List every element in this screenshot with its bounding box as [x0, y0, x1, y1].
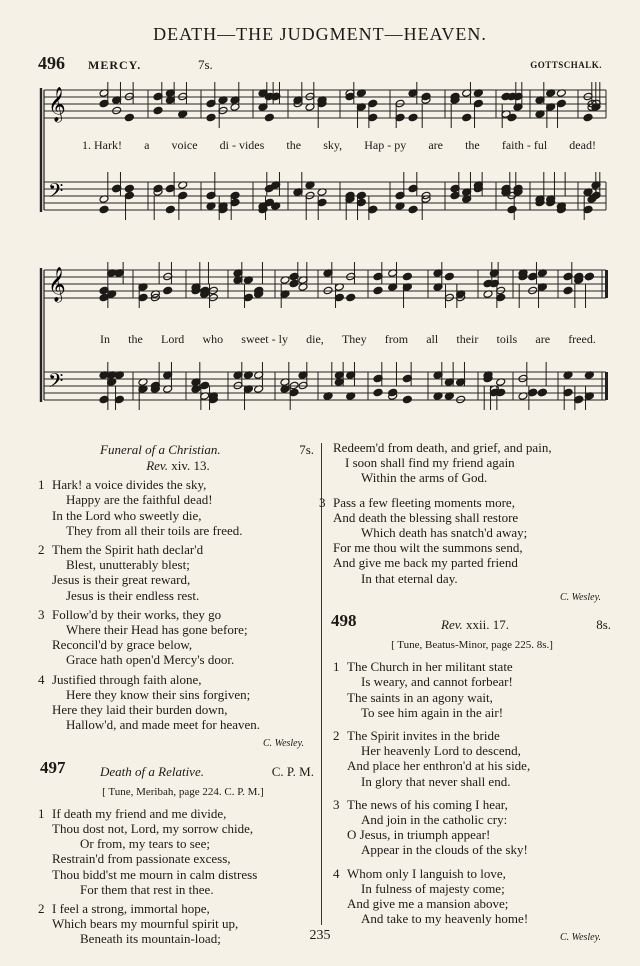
- hymn-meter: 7s.: [299, 442, 314, 457]
- note-head: [402, 395, 412, 404]
- stanza-4: [333, 866, 611, 927]
- scripture-reference: [441, 617, 509, 632]
- note-head: [537, 388, 547, 397]
- verse-line: Which death has snatch'd away;: [361, 525, 528, 541]
- verse-line: Blest, unutterably blest;: [66, 557, 190, 573]
- left-column: [38, 440, 314, 951]
- verse-line: Is weary, and cannot forbear!: [361, 674, 513, 690]
- stanza-number: 4: [38, 671, 45, 687]
- stanza-number: 3: [319, 494, 326, 510]
- verse-line: [319, 494, 611, 510]
- note-head: [112, 106, 122, 115]
- column-divider: [321, 443, 322, 925]
- verse-line: In that eternal day.: [361, 570, 458, 586]
- verse-text: Them the Spirit hath declar'd: [52, 542, 204, 558]
- verse-line: Grace hath open'd Mercy's door.: [66, 652, 235, 668]
- verse-line: Jesus is their endless rest.: [66, 587, 200, 603]
- stanza-1: [38, 477, 314, 538]
- stanza-number: 3: [333, 796, 340, 812]
- lyric-syllable: di - vides: [219, 138, 265, 152]
- verse-text: If death my friend and me divide,: [52, 805, 227, 821]
- verse-text: The news of his coming I hear,: [347, 796, 508, 812]
- verse-line: Here they know their sins forgiven;: [66, 686, 251, 702]
- lyric-syllable: the: [465, 138, 480, 152]
- lyric-syllable: a: [144, 138, 150, 152]
- verse-line: Redeem'd from death, and grief, and pain,: [333, 440, 552, 455]
- verse-line: And death the blessing shall restore: [333, 509, 519, 525]
- lyric-line-2: [38, 332, 610, 347]
- composer: GOTTSCHALK.: [530, 60, 602, 70]
- verse-line: And join in the catholic cry:: [361, 812, 508, 828]
- note-head: [462, 113, 472, 122]
- verse-line: In the Lord who sweetly die,: [52, 507, 202, 523]
- note-head: [124, 184, 134, 193]
- verse-line: And take to my heavenly home!: [361, 911, 529, 927]
- music-system-2: [38, 262, 610, 412]
- author-attribution: C. Wesley.: [262, 738, 304, 750]
- verse-text: I feel a strong, immortal hope,: [52, 901, 210, 917]
- note-head: [507, 113, 517, 122]
- verse-line: In fulness of majesty come;: [361, 880, 505, 896]
- verse-line: For me thou wilt the summons send,: [333, 540, 523, 556]
- verse-line: Or from, my tears to see;: [80, 836, 210, 852]
- lyric-syllable: toils: [496, 332, 518, 346]
- lyric-syllable: Lord: [160, 332, 185, 346]
- verse-line: [333, 796, 611, 812]
- stanza-2: [333, 728, 611, 789]
- lyric-syllable: faith - ful: [501, 138, 548, 152]
- note-head: [408, 205, 418, 214]
- verse-line: [333, 728, 611, 744]
- verse-line: And give me back my parted friend: [333, 555, 518, 571]
- note-head: [165, 205, 175, 214]
- verse-line: [333, 659, 611, 675]
- lyric-syllable: are: [428, 138, 443, 152]
- scripture-reference: [42, 458, 314, 473]
- note-head: [583, 113, 593, 122]
- lyric-syllable: sweet - ly: [241, 332, 288, 346]
- verse-line: [38, 805, 314, 821]
- stanza-number: 1: [333, 659, 340, 675]
- verse-line: Thou bidd'st me mourn in calm distress: [52, 866, 258, 882]
- lyric-syllable: the: [128, 332, 143, 346]
- lyric-syllable: sky,: [323, 138, 343, 152]
- hymn-497-heading: [40, 757, 314, 782]
- note-head: [99, 205, 109, 214]
- lyric-syllable: 1. Hark!: [82, 138, 122, 152]
- verse-line: Jesus is their great reward,: [52, 572, 191, 588]
- lyric-syllable: who: [202, 332, 224, 346]
- verse-line: [38, 606, 314, 622]
- hymn-number: 496: [38, 53, 65, 73]
- verse-line: Here they laid their burden down,: [52, 702, 228, 718]
- hymn-meter: 8s.: [596, 617, 611, 633]
- hymn-number: 498: [331, 611, 357, 631]
- stanza-1: [38, 805, 314, 897]
- verse-text: Justified through faith alone,: [52, 671, 202, 687]
- verse-line: Which bears my mournful spirit up,: [52, 916, 239, 932]
- note-head: [124, 113, 134, 122]
- note-head: [323, 286, 333, 295]
- final-bar: [605, 270, 608, 298]
- bass-clef-icon: 𝄢: [48, 179, 64, 207]
- lyric-syllable: They: [341, 332, 367, 346]
- lyric-syllable: freed.: [568, 332, 596, 346]
- lyric-syllable: die,: [306, 332, 324, 346]
- lyric-syllable: all: [426, 332, 439, 346]
- ref-chapter-verse: xiv. 13.: [168, 458, 210, 473]
- stanza-3: [319, 494, 611, 586]
- note-head: [563, 286, 573, 295]
- note-head: [206, 113, 216, 122]
- author-attribution: C. Wesley.: [559, 591, 601, 603]
- bass-clef-icon: 𝄢: [48, 369, 64, 397]
- verse-line: [38, 477, 314, 493]
- verse-line: And place her enthron'd at his side,: [347, 758, 531, 774]
- note-head: [388, 388, 398, 397]
- verse-line: [38, 542, 314, 558]
- stanza-number: 2: [333, 728, 340, 744]
- verse-line: [38, 671, 314, 687]
- stanza-number: 4: [333, 865, 340, 881]
- verse-line: Within the arms of God.: [361, 470, 488, 486]
- note-head: [402, 272, 412, 281]
- stanza-1: [333, 659, 611, 720]
- lyric-syllable: their: [456, 332, 479, 346]
- treble-clef-icon: 𝄞: [48, 87, 66, 122]
- stanza-2-continued: [333, 440, 611, 486]
- verse-line: [333, 865, 611, 881]
- page-header: DEATH—THE JUDGMENT—HEAVEN.: [153, 24, 487, 44]
- lyric-syllable: Hap - py: [364, 138, 407, 152]
- verse-text: Pass a few fleeting moments more,: [333, 494, 515, 510]
- treble-clef-icon: 𝄞: [48, 267, 66, 302]
- verse-line: Where their Head has gone before;: [66, 622, 248, 638]
- verse-line: To see him again in the air!: [361, 704, 504, 720]
- note-head: [346, 293, 356, 302]
- tune-reference: [ Tune, Beatus-Minor, page 225. 8s.]: [391, 639, 553, 652]
- verse-line: They from all their toils are freed.: [66, 522, 243, 538]
- hymn-number: 497: [40, 757, 66, 777]
- lyric-syllable: from: [384, 332, 409, 346]
- verse-text: The Church in her militant state: [347, 659, 513, 675]
- stanza-number: 1: [38, 805, 45, 821]
- stanza-2: [38, 542, 314, 603]
- verse-text: Hark! a voice divides the sky,: [52, 477, 207, 493]
- hymn-title: Funeral of a Christian.: [100, 442, 221, 457]
- verse-text: The Spirit invites in the bride: [347, 728, 500, 744]
- stanza-number: 2: [38, 542, 45, 558]
- music-system-1: [38, 82, 610, 220]
- verse-line: Reconcil'd by grace below,: [52, 637, 193, 653]
- hymn-496-heading: [38, 55, 602, 75]
- ref-book: Rev.: [146, 458, 168, 473]
- stanza-3: [333, 797, 611, 858]
- note-head: [456, 395, 466, 404]
- note-head: [373, 388, 383, 397]
- note-head: [153, 106, 163, 115]
- hymn-496-text-heading: [52, 440, 314, 458]
- ref-chapter-verse: xxii. 17.: [462, 617, 510, 633]
- stanza-number: 1: [38, 477, 45, 493]
- lyric-line-1: [38, 138, 610, 153]
- note-head: [264, 113, 274, 122]
- note-head: [373, 286, 383, 295]
- verse-line: O Jesus, in triumph appear!: [347, 827, 491, 843]
- hymn-meter: C. P. M.: [271, 763, 314, 779]
- final-bar: [605, 372, 608, 400]
- lyric-syllable: In: [100, 332, 110, 346]
- verse-line: In glory that never shall end.: [361, 773, 511, 789]
- author-attribution: C. Wesley.: [559, 932, 601, 944]
- tune-meter: 7s.: [198, 57, 213, 72]
- verse-line: Thou dost not, Lord, my sorrow chide,: [52, 821, 254, 837]
- verse-line: Her heavenly Lord to descend,: [361, 743, 521, 759]
- verse-text: Follow'd by their works, they go: [52, 606, 222, 622]
- hymn-title: Death of a Relative.: [100, 763, 204, 779]
- note-head: [584, 272, 594, 281]
- ref-book: Rev.: [441, 617, 463, 633]
- note-head: [507, 205, 517, 214]
- stanza-4: [38, 671, 314, 733]
- verse-line: Restrain'd from passionate excess,: [52, 851, 231, 867]
- lyric-syllable: are: [535, 332, 551, 346]
- lyric-syllable: the: [286, 138, 302, 152]
- verse-line: Beneath its mountain-load;: [80, 931, 221, 947]
- note-head: [528, 286, 538, 295]
- verse-line: Hallow'd, and made meet for heaven.: [66, 717, 261, 733]
- verse-line: For them that rest in thee.: [80, 881, 214, 897]
- verse-line: The saints in an agony wait,: [347, 689, 493, 705]
- lyric-syllable: dead!: [569, 138, 596, 152]
- verse-line: I soon shall find my friend again: [345, 455, 515, 471]
- stanza-number: 2: [38, 901, 45, 917]
- stanza-3: [38, 606, 314, 668]
- hymn-498-heading: [333, 613, 611, 635]
- page-number: 235: [309, 928, 331, 943]
- verse-line: [38, 901, 314, 917]
- note-head: [163, 286, 173, 295]
- verse-text: Whom only I languish to love,: [347, 865, 506, 881]
- verse-line: And give me a mansion above;: [347, 896, 509, 912]
- verse-line: Happy are the faithful dead!: [66, 492, 213, 508]
- tune-reference: [ Tune, Meribah, page 224. C. P. M.]: [102, 785, 264, 798]
- note-head: [444, 272, 454, 281]
- tune-name: MERCY.: [88, 58, 142, 72]
- lyric-syllable: voice: [171, 138, 198, 152]
- verse-line: Appear in the clouds of the sky!: [361, 842, 528, 858]
- stanza-number: 3: [38, 606, 45, 622]
- note-head: [408, 113, 418, 122]
